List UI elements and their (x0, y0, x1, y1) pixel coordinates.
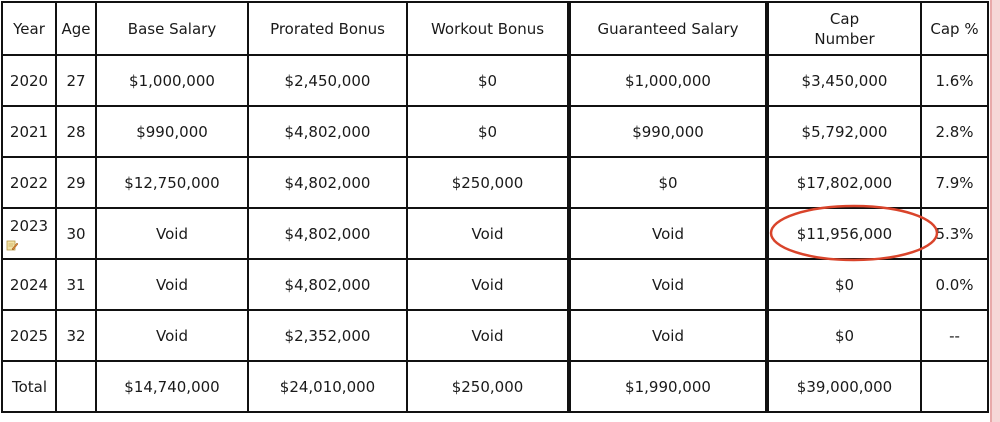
cell-year-text: 2023 (9, 216, 49, 235)
header-workout-bonus[interactable]: Workout Bonus (407, 2, 569, 55)
cell-workout-bonus: Void (407, 208, 569, 259)
table-row (2, 310, 988, 361)
cell-prorated-bonus: $2,450,000 (248, 55, 407, 106)
header-cap-line2: Number (814, 29, 875, 48)
cell-guaranteed-salary: $990,000 (569, 106, 767, 157)
cell-year: 2025 (2, 310, 56, 361)
cell-age: 30 (56, 208, 96, 259)
cell-year: 2021 (2, 106, 56, 157)
cell-cap-number: $0 (767, 310, 921, 361)
cell-workout-bonus: $250,000 (407, 157, 569, 208)
cell-total-cap-number: $39,000,000 (767, 361, 921, 412)
cell-age: 27 (56, 55, 96, 106)
cell-base-salary: $990,000 (96, 106, 248, 157)
cell-total-age (56, 361, 96, 412)
header-guaranteed-salary[interactable]: Guaranteed Salary (569, 2, 767, 55)
header-prorated-bonus[interactable]: Prorated Bonus (248, 2, 407, 55)
cell-guaranteed-salary: Void (569, 259, 767, 310)
cell-total-base-salary: $14,740,000 (96, 361, 248, 412)
cell-cap-number: $3,450,000 (767, 55, 921, 106)
cell-year: 2020 (2, 55, 56, 106)
note-pencil-icon[interactable] (6, 239, 18, 251)
total-row (2, 361, 988, 412)
table-row (2, 55, 988, 106)
header-cap-number[interactable] (767, 2, 921, 55)
cell-cap-number: $17,802,000 (767, 157, 921, 208)
cell-guaranteed-salary: $1,000,000 (569, 55, 767, 106)
cell-age: 31 (56, 259, 96, 310)
cell-workout-bonus: Void (407, 259, 569, 310)
cell-prorated-bonus: $2,352,000 (248, 310, 407, 361)
cell-total-guaranteed-salary: $1,990,000 (569, 361, 767, 412)
cell-workout-bonus: $0 (407, 55, 569, 106)
table-row (2, 208, 988, 259)
cell-cap-number: $11,956,000 (767, 208, 921, 259)
header-cap-line1: Cap (829, 9, 860, 28)
cell-prorated-bonus: $4,802,000 (248, 106, 407, 157)
cell-guaranteed-salary: $0 (569, 157, 767, 208)
cell-base-salary: Void (96, 259, 248, 310)
cell-workout-bonus: $0 (407, 106, 569, 157)
cell-cap-number: $5,792,000 (767, 106, 921, 157)
cell-cap-percent: 1.6% (921, 55, 988, 106)
side-highlight-strip (990, 0, 1000, 422)
cell-guaranteed-salary: Void (569, 310, 767, 361)
cell-cap-percent: -- (921, 310, 988, 361)
cell-age: 32 (56, 310, 96, 361)
cell-cap-number: $0 (767, 259, 921, 310)
cell-total-cap-percent (921, 361, 988, 412)
cell-base-salary: Void (96, 310, 248, 361)
table-row (2, 259, 988, 310)
header-cap-percent[interactable]: Cap % (921, 2, 988, 55)
cell-cap-percent: 5.3% (921, 208, 988, 259)
cell-base-salary: $1,000,000 (96, 55, 248, 106)
cell-prorated-bonus: $4,802,000 (248, 259, 407, 310)
cell-prorated-bonus: $4,802,000 (248, 208, 407, 259)
cell-workout-bonus: Void (407, 310, 569, 361)
cell-guaranteed-salary: Void (569, 208, 767, 259)
cell-cap-percent: 7.9% (921, 157, 988, 208)
cell-prorated-bonus: $4,802,000 (248, 157, 407, 208)
header-base-salary[interactable]: Base Salary (96, 2, 248, 55)
cell-cap-percent: 2.8% (921, 106, 988, 157)
header-year[interactable]: Year (2, 2, 56, 55)
cell-age: 29 (56, 157, 96, 208)
cell-year (2, 208, 56, 259)
contract-table (1, 1, 989, 413)
cell-year: 2024 (2, 259, 56, 310)
cell-base-salary: $12,750,000 (96, 157, 248, 208)
cell-total-label: Total (2, 361, 56, 412)
cell-age: 28 (56, 106, 96, 157)
header-age[interactable]: Age (56, 2, 96, 55)
cell-base-salary: Void (96, 208, 248, 259)
header-row (2, 2, 988, 55)
table-row (2, 157, 988, 208)
cell-cap-percent: 0.0% (921, 259, 988, 310)
cell-total-workout-bonus: $250,000 (407, 361, 569, 412)
cell-year: 2022 (2, 157, 56, 208)
table-row (2, 106, 988, 157)
cell-total-prorated-bonus: $24,010,000 (248, 361, 407, 412)
